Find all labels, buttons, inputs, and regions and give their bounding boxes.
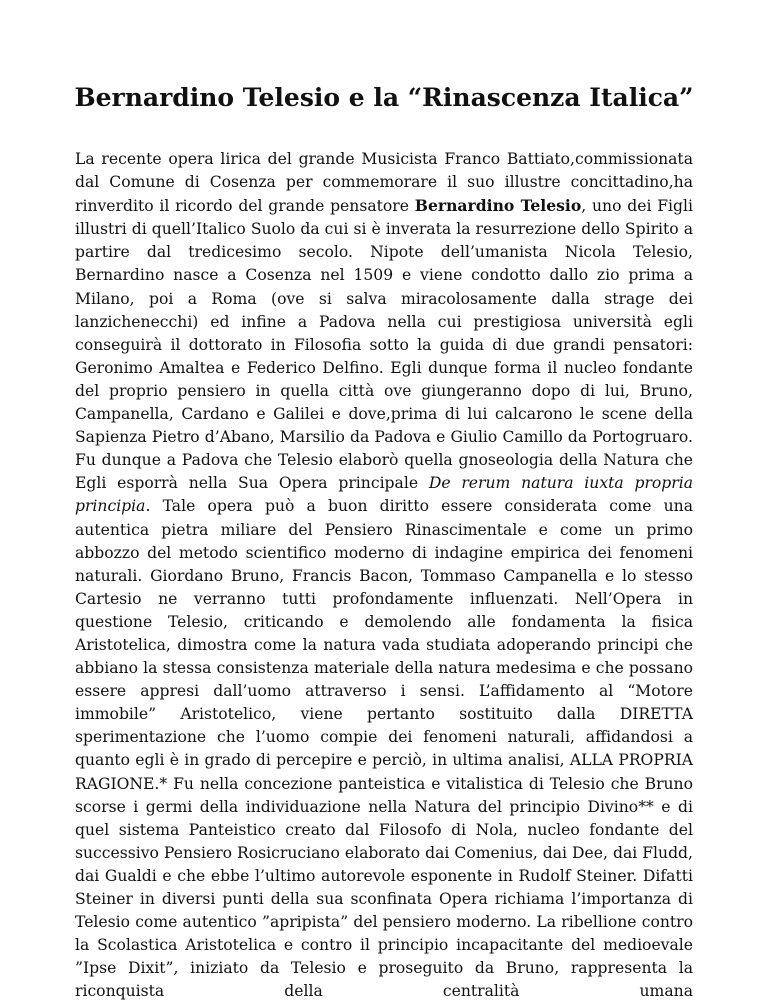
highlighted-name: Bernardino Telesio — [414, 196, 582, 216]
body-paragraph — [75, 148, 693, 1003]
paragraph-text-part-3: . Tale opera può a buon diritto essere considerata come una autentica pietra miliare del Pensiero Rinascimentale e come un primo abbozzo del metodo scientifico moderno di indagine empirica dei fenomeni naturali. Giordano Bruno, Francis Bacon, Tommaso Campanella e lo stesso Cartesio ne verranno tutti profondamente influenzati. Nell’Opera in questione Telesio, criticando e demolendo alle fondamenta la fisica Aristotelica, dimostra come la natura vada studiata adoperando principi che abbiano la stessa consistenza materiale della natura medesima e che possano essere appresi dall’uomo attraverso i sensi. L’affidamento al “Motore immobile” Aristotelico, viene pertanto sostituito dalla DIRETTA sperimentazione che l’uomo compie dei fenomeni naturali, affidandosi a quanto egli è in grado di percepire e perciò, in ultima analisi, ALLA PROPRIA RAGIONE.* Fu nella concezione panteistica e vitalistica di Telesio che Bruno scorse i germi della individuazione nella Natura del principio Divino** e di quel sistema Panteistico creato dal Filosofo di Nola, nucleo fondante del successivo Pensiero Rosicruciano elaborato dai Comenius, dai Dee, dai Fludd, dai Gualdi e che ebbe l’ultimo autorevole esponente in Rudolf Steiner. Difatti Steiner in diversi punti della sua sconfinata Opera richiama l’importanza di Telesio come autentico ”apripista” del pensiero moderno. La ribellione contro la Scolastica Aristotelica e contro il principio incapacitante del medioevale ”Ipse Dixit”, iniziato da Telesio e proseguito da Bruno, rappresenta la riconquista della centralità umana — [75, 497, 693, 1001]
work-title: De rerum natura iuxta propria principia — [75, 474, 694, 516]
document-title: Bernardino Telesio e la “Rinascenza Italica” — [74, 83, 694, 112]
paragraph-text-part-2: , uno dei Figli illustri di quell’Italico Suolo da cui si è inverata la resurrezione dello Spirito a partire dal tredicesimo secolo. Nipote dell’umanista Nicola Telesio, Bernardino nasce a Cosenza nel 1509 e viene condotto dallo zio prima a Milano, poi a Roma (ove si salva miracolosamente dalla strage dei lanzichenecchi) ed infine a Padova nella cui prestigiosa università egli conseguirà il dottorato in Filosofia sotto la guida di due grandi pensatori: Geronimo Amaltea e Federico Delfino. Egli dunque forma il nucleo fondante del proprio pensiero in quella città ove giungeranno dopo di lui, Bruno, Campanella, Cardano e Galilei e dove,prima di lui calcarono le scene della Sapienza Pietro d’Abano, Marsilio da Padova e Giulio Camillo da Portogruaro. Fu dunque a Padova che Telesio elaborò quella gnoseologia della Natura che Egli esporrà nella Sua Opera principale — [75, 197, 694, 493]
paragraph-text-part-1: La recente opera lirica del grande Musicista Franco Battiato,commissionata dal Comune di Cosenza per commemorare il suo illustre concittadino,ha rinverdito il ricordo del grande pensatore — [75, 150, 693, 216]
